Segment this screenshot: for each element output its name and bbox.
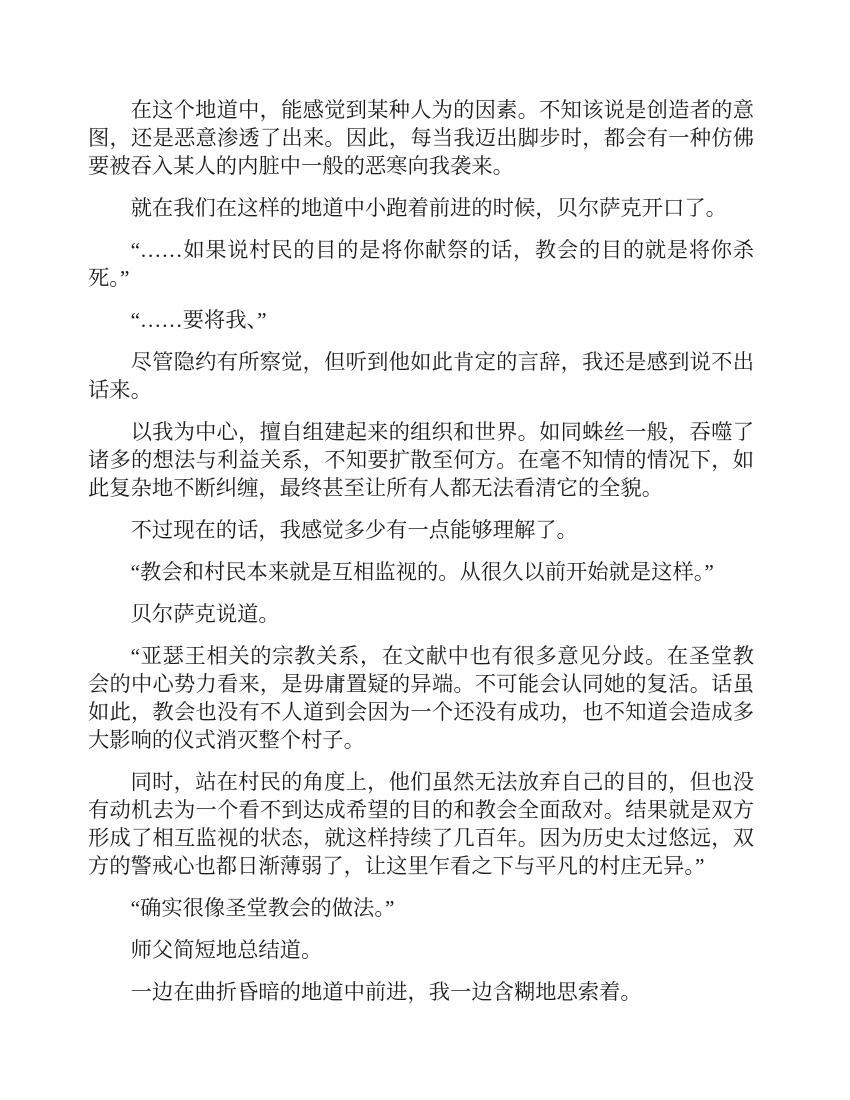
paragraph-narration: 一边在曲折昏暗的地道中前进，我一边含糊地思索着。 [130,980,642,1004]
paragraph-narration: 尽管隐约有所察觉，但听到他如此肯定的言辞，我还是感到说不出话来。 [88,350,754,402]
paragraph-dialogue: “亚瑟王相关的宗教关系，在文献中也有很多意见分歧。在圣堂教会的中心势力看来，是毋庸置疑的异端。不可能会认同她的复活。话虽如此，教会也没有不人道到会因为一个还没有成功，也不知道会造成多大影响的仪式消灭整个村子。 [88,644,754,752]
paragraph-dialogue: 同时，站在村民的角度上，他们虽然无法放弃自己的目的，但也没有动机去为一个看不到达成希望的目的和教会全面敌对。结果就是双方形成了相互监视的状态，就这样持续了几百年。因为历史太过悠远，双方的警戒心也都日渐薄弱了，让这里乍看之下与平凡的村庄无异。” [88,770,754,878]
paragraph-narration: 以我为中心，擅自组建起来的组织和世界。如同蛛丝一般，吞噬了诸多的想法与利益关系，不知要扩散至何方。在毫不知情的情况下，如此复杂地不断纠缠，最终甚至让所有人都无法看清它的全貌。 [88,420,754,500]
paragraph-dialogue: “确实很像圣堂教会的做法。” [130,896,395,920]
paragraph-narration: 贝尔萨克说道。 [130,602,280,626]
paragraph-narration: 不过现在的话，我感觉多少有一点能够理解了。 [130,518,578,542]
paragraph-narration: 在这个地道中，能感觉到某种人为的因素。不知该说是创造者的意图，还是恶意渗透了出来。因此，每当我迈出脚步时，都会有一种仿佛要被吞入某人的内脏中一般的恶寒向我袭来。 [88,98,754,178]
paragraph-dialogue: “教会和村民本来就是互相监视的。从很久以前开始就是这样。” [130,560,714,584]
paragraph-narration: 就在我们在这样的地道中小跑着前进的时候，贝尔萨克开口了。 [130,196,727,220]
paragraph-narration: 师父简短地总结道。 [130,938,323,962]
paragraph-dialogue: “……要将我、” [130,308,267,332]
paragraph-dialogue: “……如果说村民的目的是将你献祭的话，教会的目的就是将你杀死。” [88,238,754,290]
